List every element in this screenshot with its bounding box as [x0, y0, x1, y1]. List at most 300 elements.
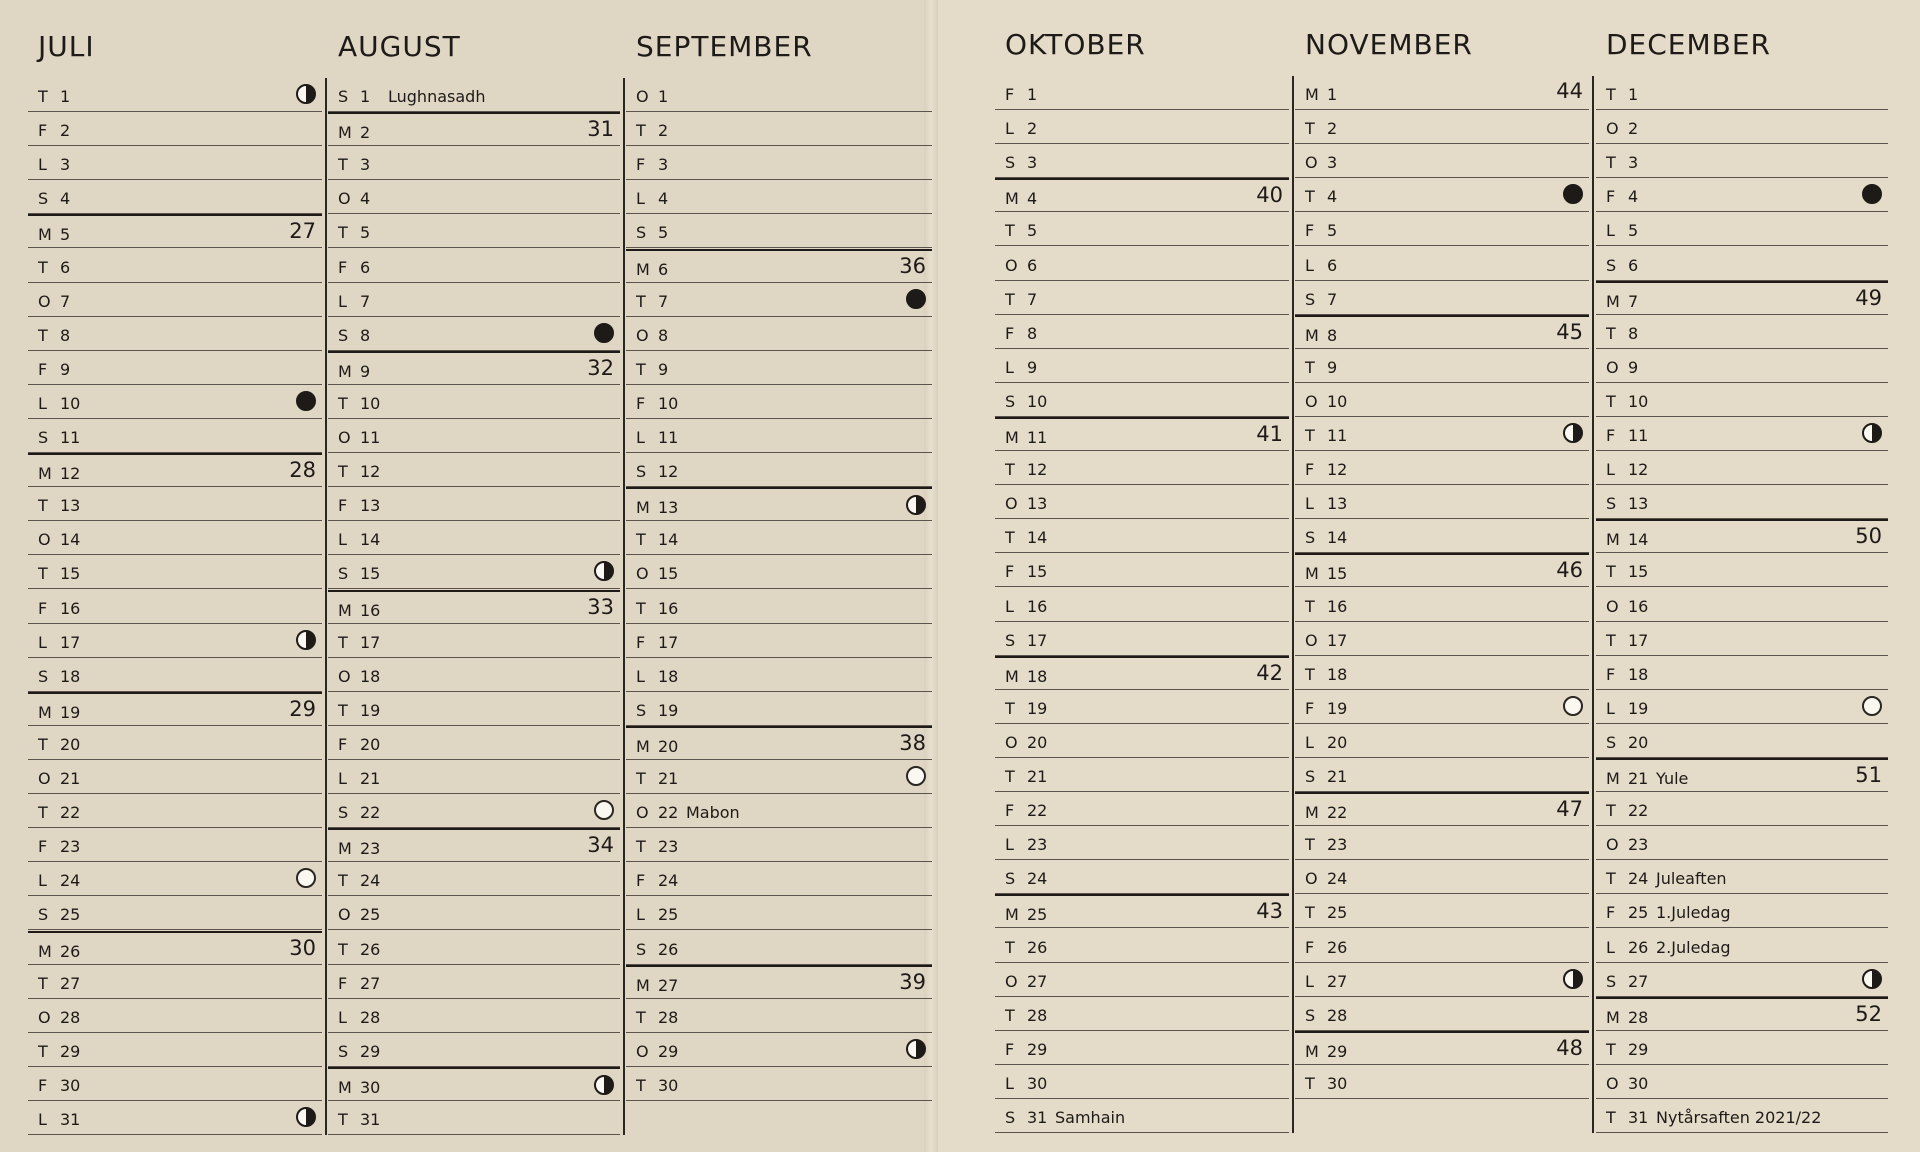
weekday-letter: L	[636, 905, 646, 925]
weekday-letter: L	[1606, 460, 1616, 480]
weekday-letter: M	[38, 225, 53, 245]
day-row[interactable]	[995, 383, 1289, 417]
day-row[interactable]	[328, 999, 620, 1033]
weekday-letter: L	[38, 632, 48, 652]
day-number: 7	[60, 291, 71, 311]
day-number: 21	[1628, 769, 1649, 788]
day-row[interactable]	[328, 658, 620, 692]
weekday-letter: F	[1005, 801, 1015, 821]
day-row[interactable]	[1295, 929, 1589, 963]
day-row[interactable]	[995, 315, 1289, 349]
day-row[interactable]	[1295, 656, 1589, 690]
day-row[interactable]	[1596, 860, 1888, 894]
weekday-letter: T	[1305, 119, 1316, 139]
day-row[interactable]	[1295, 281, 1589, 315]
weekday-letter: T	[636, 769, 647, 788]
day-row[interactable]	[328, 385, 620, 419]
day-row[interactable]	[626, 419, 932, 453]
day-row[interactable]	[995, 724, 1289, 758]
new-moon-icon	[1563, 184, 1583, 204]
day-number: 5	[60, 225, 71, 245]
day-row[interactable]	[1596, 247, 1888, 281]
day-row[interactable]	[626, 317, 932, 351]
day-row[interactable]	[28, 828, 322, 862]
weekday-letter: M	[636, 736, 651, 756]
day-row[interactable]	[995, 553, 1289, 587]
day-row[interactable]	[1295, 826, 1589, 860]
day-row[interactable]	[995, 76, 1289, 110]
day-row[interactable]	[28, 1067, 322, 1101]
day-row[interactable]	[626, 1067, 932, 1101]
day-number: 11	[1628, 426, 1649, 445]
week-number: 34	[587, 833, 614, 858]
day-row[interactable]	[1596, 417, 1888, 451]
day-row[interactable]	[1596, 1065, 1888, 1099]
day-row[interactable]	[995, 212, 1289, 246]
day-row[interactable]	[328, 317, 620, 351]
day-row[interactable]	[1295, 963, 1589, 997]
day-number: 3	[658, 155, 669, 175]
day-row[interactable]	[328, 931, 620, 965]
day-row[interactable]	[995, 178, 1289, 212]
day-row[interactable]	[626, 794, 932, 828]
day-row[interactable]	[28, 760, 322, 794]
day-row[interactable]	[328, 828, 620, 862]
month-oktober	[995, 0, 1293, 1152]
day-row[interactable]	[1295, 519, 1589, 553]
day-row[interactable]	[626, 658, 932, 692]
day-number: 28	[360, 1007, 381, 1027]
weekday-letter: M	[338, 839, 353, 859]
day-row[interactable]	[626, 180, 932, 214]
day-row[interactable]	[28, 794, 322, 828]
day-row[interactable]	[28, 590, 322, 624]
day-row[interactable]	[328, 555, 620, 589]
day-row[interactable]	[328, 1067, 620, 1101]
day-number: 6	[658, 259, 669, 279]
day-row[interactable]	[1295, 894, 1589, 928]
day-number: 30	[1628, 1073, 1649, 1093]
day-row[interactable]	[626, 385, 932, 419]
day-row[interactable]	[1295, 383, 1589, 417]
weekday-letter: O	[1606, 835, 1620, 855]
day-row[interactable]	[1295, 315, 1589, 349]
day-row[interactable]	[626, 487, 932, 521]
day-row[interactable]	[1596, 281, 1888, 315]
day-number: 1	[658, 87, 669, 106]
week-number: 50	[1855, 524, 1882, 549]
day-row[interactable]	[1295, 997, 1589, 1031]
day-row[interactable]	[328, 692, 620, 726]
day-row[interactable]	[626, 214, 932, 248]
day-row[interactable]	[328, 760, 620, 794]
day-row[interactable]	[626, 624, 932, 658]
day-row[interactable]	[626, 726, 932, 760]
week-number: 51	[1855, 763, 1882, 787]
weekday-letter: T	[1606, 1039, 1617, 1059]
day-row[interactable]	[995, 656, 1289, 690]
day-number: 20	[1027, 732, 1048, 752]
day-row[interactable]	[995, 826, 1289, 860]
day-row[interactable]	[626, 283, 932, 317]
day-row[interactable]	[626, 521, 932, 555]
day-row[interactable]	[328, 726, 620, 760]
day-row[interactable]	[1295, 110, 1589, 144]
day-row[interactable]	[995, 1031, 1289, 1065]
day-number: 14	[360, 530, 381, 550]
day-row[interactable]	[28, 658, 322, 692]
day-number: 19	[60, 702, 81, 722]
day-number: 7	[658, 291, 669, 311]
day-row[interactable]	[626, 896, 932, 930]
weekday-letter: T	[1005, 767, 1016, 786]
day-row[interactable]	[995, 792, 1289, 826]
day-row[interactable]	[328, 590, 620, 624]
day-row[interactable]	[995, 758, 1289, 792]
weekday-letter: L	[1005, 119, 1015, 139]
day-row[interactable]	[28, 78, 322, 112]
weekday-letter: T	[38, 87, 49, 106]
day-number: 29	[60, 1041, 81, 1061]
day-row[interactable]	[328, 453, 620, 487]
weekday-letter: T	[1305, 426, 1316, 445]
day-row[interactable]	[28, 180, 322, 214]
day-row[interactable]	[328, 214, 620, 248]
day-row[interactable]	[626, 965, 932, 999]
weekday-letter: O	[38, 291, 52, 311]
day-number: 8	[658, 325, 669, 345]
day-row[interactable]	[1596, 451, 1888, 485]
day-row[interactable]	[995, 963, 1289, 997]
day-row[interactable]	[995, 485, 1289, 519]
day-row[interactable]	[328, 78, 620, 112]
day-row[interactable]	[328, 965, 620, 999]
day-row[interactable]	[1295, 758, 1589, 792]
day-row[interactable]	[995, 281, 1289, 315]
day-row[interactable]	[1295, 724, 1589, 758]
weekday-letter: L	[38, 393, 48, 413]
weekday-letter: M	[1305, 1041, 1320, 1061]
weekday-letter: S	[338, 564, 349, 584]
day-row[interactable]	[1596, 894, 1888, 928]
day-row[interactable]	[1295, 622, 1589, 656]
day-number: 23	[1027, 835, 1048, 855]
day-number: 27	[1628, 971, 1649, 991]
day-number: 1	[1327, 85, 1338, 104]
day-number: 7	[1628, 291, 1639, 311]
day-row[interactable]	[28, 283, 322, 317]
weekday-letter: S	[38, 428, 49, 447]
day-row[interactable]	[1596, 349, 1888, 383]
weekday-letter: F	[338, 973, 348, 993]
day-row[interactable]	[626, 146, 932, 180]
day-row[interactable]	[28, 453, 322, 487]
day-number: 22	[1027, 801, 1048, 821]
day-number: 17	[360, 632, 381, 652]
day-row[interactable]	[1596, 724, 1888, 758]
day-number: 11	[1327, 426, 1348, 445]
day-row[interactable]	[1596, 758, 1888, 792]
day-number: 26	[1628, 937, 1649, 957]
weekday-letter: F	[1005, 85, 1015, 104]
day-row[interactable]	[1596, 792, 1888, 826]
day-row[interactable]	[995, 997, 1289, 1031]
day-row[interactable]	[995, 247, 1289, 281]
day-row[interactable]	[995, 110, 1289, 144]
day-row[interactable]	[1596, 144, 1888, 178]
day-row[interactable]	[28, 385, 322, 419]
day-row[interactable]	[1295, 178, 1589, 212]
day-row[interactable]	[28, 249, 322, 283]
weekday-letter: O	[338, 428, 352, 447]
day-row[interactable]	[28, 351, 322, 385]
day-number: 21	[658, 769, 679, 788]
day-row[interactable]	[1596, 656, 1888, 690]
day-row[interactable]	[328, 146, 620, 180]
month-title: AUGUST	[338, 30, 461, 63]
day-row[interactable]	[995, 451, 1289, 485]
day-number: 18	[1027, 666, 1048, 686]
day-number: 12	[1628, 460, 1649, 480]
day-row[interactable]	[28, 146, 322, 180]
day-row[interactable]	[1295, 417, 1589, 451]
day-row[interactable]	[995, 1099, 1289, 1133]
new-moon-icon	[906, 289, 926, 309]
day-row[interactable]	[995, 860, 1289, 894]
day-row[interactable]	[28, 521, 322, 555]
day-number: 27	[1027, 971, 1048, 991]
day-row[interactable]	[1596, 485, 1888, 519]
day-row[interactable]	[626, 692, 932, 726]
day-row[interactable]	[1596, 690, 1888, 724]
weekday-letter: T	[1305, 835, 1316, 855]
day-number: 2	[1027, 119, 1038, 139]
day-number: 23	[658, 837, 679, 857]
day-row[interactable]	[626, 862, 932, 896]
day-row[interactable]	[626, 931, 932, 965]
day-row[interactable]	[1295, 76, 1589, 110]
day-row[interactable]	[1295, 1031, 1589, 1065]
day-row[interactable]	[28, 317, 322, 351]
day-row[interactable]	[28, 555, 322, 589]
month-title: OKTOBER	[1005, 28, 1146, 61]
day-row[interactable]	[626, 351, 932, 385]
day-number: 22	[1327, 803, 1348, 823]
day-row[interactable]	[28, 624, 322, 658]
day-row[interactable]	[328, 521, 620, 555]
weekday-letter: S	[636, 223, 647, 243]
day-row[interactable]	[626, 590, 932, 624]
day-number: 28	[1628, 1007, 1649, 1027]
weekday-letter: S	[338, 803, 349, 823]
day-row[interactable]	[328, 1033, 620, 1067]
day-row[interactable]	[995, 417, 1289, 451]
day-number: 25	[60, 905, 81, 925]
day-row[interactable]	[1596, 963, 1888, 997]
day-row[interactable]	[995, 622, 1289, 656]
day-row[interactable]	[1295, 1065, 1589, 1099]
day-row[interactable]	[626, 1033, 932, 1067]
half-moon-icon	[296, 84, 316, 104]
day-row[interactable]	[28, 896, 322, 930]
full-moon-icon	[1563, 696, 1583, 716]
weekday-letter: O	[38, 530, 52, 550]
day-row[interactable]	[995, 349, 1289, 383]
day-row[interactable]	[328, 896, 620, 930]
day-number: 19	[360, 700, 381, 720]
day-row[interactable]	[995, 929, 1289, 963]
day-row[interactable]	[328, 180, 620, 214]
weekday-letter: S	[1005, 869, 1016, 889]
weekday-letter: S	[1606, 255, 1617, 275]
weekday-letter: F	[636, 871, 646, 891]
weekday-letter: M	[338, 123, 353, 143]
half-moon-icon	[1563, 423, 1583, 443]
day-row[interactable]	[1596, 110, 1888, 144]
day-row[interactable]	[995, 144, 1289, 178]
day-number: 18	[658, 666, 679, 686]
weekday-letter: F	[636, 632, 646, 652]
day-number: 26	[1027, 937, 1048, 957]
day-row[interactable]	[1295, 792, 1589, 826]
weekday-letter: T	[38, 803, 49, 823]
day-row[interactable]	[1596, 76, 1888, 110]
day-row[interactable]	[28, 965, 322, 999]
day-row[interactable]	[328, 624, 620, 658]
day-number: 20	[658, 736, 679, 756]
day-number: 15	[360, 564, 381, 584]
weekday-letter: S	[636, 462, 647, 482]
day-row[interactable]	[995, 519, 1289, 553]
day-row[interactable]	[995, 588, 1289, 622]
day-row[interactable]	[1295, 860, 1589, 894]
day-number: 10	[360, 393, 381, 413]
day-row[interactable]	[328, 112, 620, 146]
week-number: 42	[1256, 660, 1283, 685]
day-row[interactable]	[1295, 349, 1589, 383]
day-row[interactable]	[328, 1101, 620, 1135]
day-row[interactable]	[328, 862, 620, 896]
half-moon-icon	[906, 495, 926, 515]
month-juli	[28, 0, 326, 1152]
day-row[interactable]	[626, 78, 932, 112]
day-row[interactable]	[28, 692, 322, 726]
weekday-letter: L	[1005, 1073, 1015, 1093]
weekday-letter: F	[38, 359, 48, 379]
weekday-letter: O	[1005, 971, 1019, 991]
weekday-letter: T	[636, 291, 647, 311]
day-row[interactable]	[1596, 997, 1888, 1031]
weekday-letter: S	[338, 87, 349, 106]
day-row[interactable]	[28, 999, 322, 1033]
day-row[interactable]	[1596, 929, 1888, 963]
day-number: 14	[1027, 528, 1048, 548]
day-row[interactable]	[328, 351, 620, 385]
day-row[interactable]	[1295, 144, 1589, 178]
day-row[interactable]	[1295, 247, 1589, 281]
day-row[interactable]	[626, 112, 932, 146]
day-number: 21	[1327, 767, 1348, 786]
day-number: 8	[60, 325, 71, 345]
weekday-letter: T	[1005, 460, 1016, 480]
day-row[interactable]	[1596, 622, 1888, 656]
day-row[interactable]	[1596, 588, 1888, 622]
day-row[interactable]	[1295, 485, 1589, 519]
day-row[interactable]	[1295, 451, 1589, 485]
day-row[interactable]	[28, 1101, 322, 1135]
day-row[interactable]	[1295, 553, 1589, 587]
day-row[interactable]	[1596, 383, 1888, 417]
week-number: 28	[289, 458, 316, 483]
weekday-letter: M	[338, 1077, 353, 1097]
weekday-letter: F	[38, 837, 48, 857]
weekday-letter: S	[1305, 289, 1316, 309]
weekday-letter: S	[338, 325, 349, 345]
day-number: 24	[1327, 869, 1348, 889]
day-number: 2	[658, 121, 669, 141]
day-row[interactable]	[1596, 178, 1888, 212]
day-row[interactable]	[626, 555, 932, 589]
day-row[interactable]	[28, 726, 322, 760]
day-row[interactable]	[28, 862, 322, 896]
day-row[interactable]	[1596, 1099, 1888, 1133]
day-number: 24	[1628, 869, 1649, 889]
day-row[interactable]	[28, 1033, 322, 1067]
day-row[interactable]	[995, 894, 1289, 928]
day-row[interactable]	[1596, 315, 1888, 349]
day-row[interactable]	[28, 419, 322, 453]
day-number: 27	[1327, 971, 1348, 991]
day-row[interactable]	[1295, 588, 1589, 622]
day-number: 31	[1628, 1108, 1649, 1127]
day-row[interactable]	[1596, 519, 1888, 553]
weekday-letter: M	[1305, 564, 1320, 584]
half-moon-icon	[296, 630, 316, 650]
day-row[interactable]	[328, 283, 620, 317]
day-row[interactable]	[626, 760, 932, 794]
day-row[interactable]	[328, 487, 620, 521]
day-row[interactable]	[626, 828, 932, 862]
weekday-letter: L	[1305, 971, 1315, 991]
day-number: 4	[360, 189, 371, 209]
day-row[interactable]	[328, 249, 620, 283]
day-row[interactable]	[1295, 690, 1589, 724]
day-row[interactable]	[626, 999, 932, 1033]
weekday-letter: T	[338, 223, 349, 243]
day-row[interactable]	[995, 1065, 1289, 1099]
day-row[interactable]	[328, 419, 620, 453]
day-row[interactable]	[328, 794, 620, 828]
day-row[interactable]	[626, 249, 932, 283]
day-row[interactable]	[1596, 1031, 1888, 1065]
weekday-letter: S	[1005, 630, 1016, 650]
day-row[interactable]	[626, 453, 932, 487]
day-row[interactable]	[995, 690, 1289, 724]
day-row[interactable]	[28, 931, 322, 965]
half-moon-icon	[296, 1107, 316, 1127]
weekday-letter: L	[636, 189, 646, 209]
day-row[interactable]	[1596, 826, 1888, 860]
day-row[interactable]	[28, 112, 322, 146]
day-row[interactable]	[28, 214, 322, 248]
day-row[interactable]	[28, 487, 322, 521]
day-row[interactable]	[1295, 212, 1589, 246]
day-row[interactable]	[1596, 212, 1888, 246]
day-row[interactable]	[1596, 553, 1888, 587]
day-number: 30	[658, 1075, 679, 1095]
day-number: 19	[1027, 698, 1048, 718]
day-number: 30	[360, 1077, 381, 1097]
